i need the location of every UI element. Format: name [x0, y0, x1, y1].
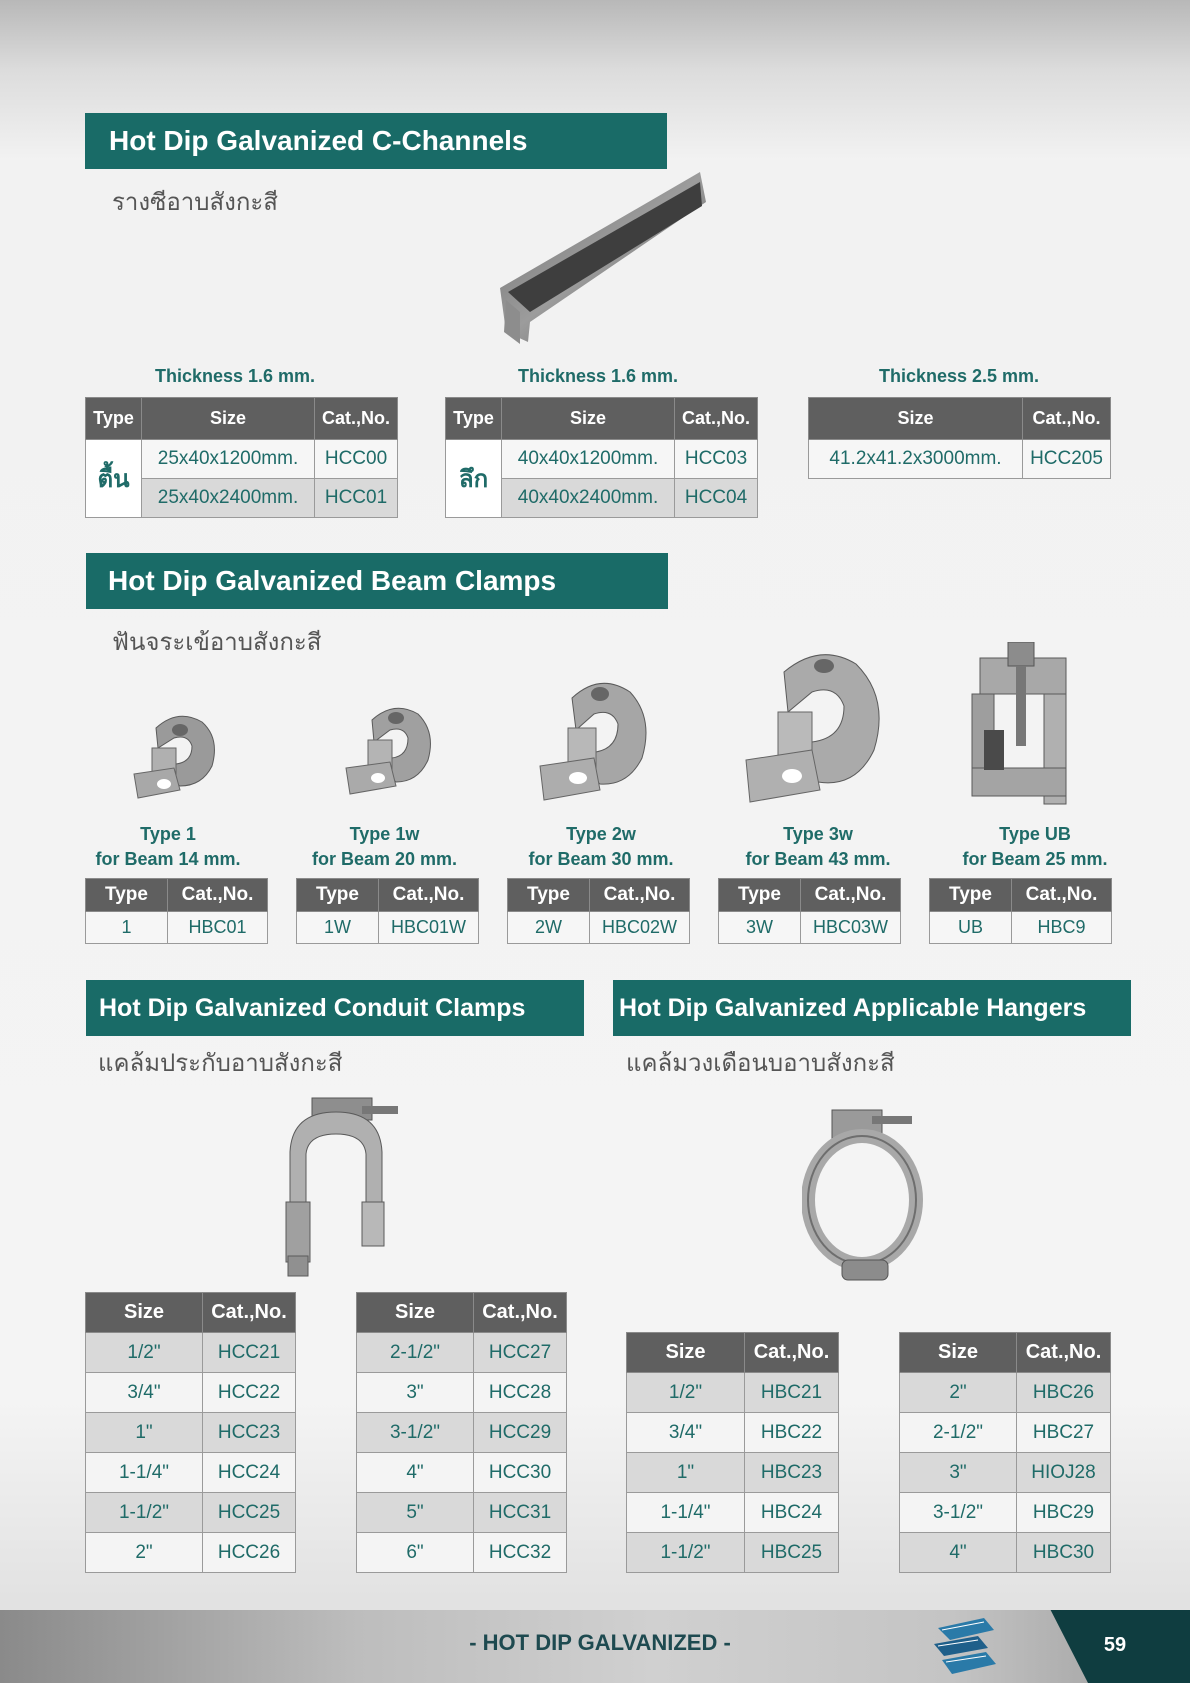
cat-cell: HBC23 [745, 1453, 839, 1493]
conduit-table-2 [356, 1292, 567, 1573]
col-header-cat: Cat.,No. [168, 879, 268, 912]
cat-cell: HCC00 [315, 440, 398, 479]
size-cell: 3-1/2" [357, 1413, 474, 1453]
cat-cell: HCC21 [203, 1333, 296, 1373]
beam-clamp-label-ub [945, 822, 1125, 872]
size-cell: 3-1/2" [900, 1493, 1017, 1533]
beam-clamp-label-1 [85, 822, 251, 872]
conduit-title: Hot Dip Galvanized Conduit Clamps [99, 993, 526, 1022]
cat-cell: HBC01 [168, 912, 268, 944]
cat-cell: HCC205 [1023, 440, 1111, 479]
size-cell: 4" [900, 1533, 1017, 1573]
col-header-cat: Cat.,No. [315, 398, 398, 440]
col-header-size: Size [142, 398, 315, 440]
cat-cell: HBC9 [1012, 912, 1112, 944]
cat-cell: HCC29 [474, 1413, 567, 1453]
beam-clamp-table-1 [85, 878, 268, 944]
cat-cell: HCC31 [474, 1493, 567, 1533]
hangers-title: Hot Dip Galvanized Applicable Hangers [619, 993, 1087, 1022]
conduit-table-1 [85, 1292, 296, 1573]
cat-cell: HBC02W [590, 912, 690, 944]
beam-clamp-label-3w [728, 822, 908, 872]
type-cell: 1 [86, 912, 168, 944]
size-cell: 1" [86, 1413, 203, 1453]
brand-logo-icon [928, 1614, 1000, 1678]
size-cell: 1-1/4" [86, 1453, 203, 1493]
cat-cell: HBC03W [801, 912, 901, 944]
cat-cell: HCC03 [675, 440, 758, 479]
col-header-cat: Cat.,No. [1012, 879, 1112, 912]
col-header-type: Type [930, 879, 1012, 912]
beam-clamp-typeUB-image [960, 642, 1076, 810]
col-header-cat: Cat.,No. [801, 879, 901, 912]
type-cell: 3W [719, 912, 801, 944]
cchannel-table-deep [445, 397, 758, 518]
size-cell: 2-1/2" [357, 1333, 474, 1373]
col-header-type: Type [86, 879, 168, 912]
size-cell: 3" [900, 1453, 1017, 1493]
size-cell: 1-1/2" [86, 1493, 203, 1533]
beam-clamp-label-1w [297, 822, 472, 872]
col-header-cat: Cat.,No. [1023, 398, 1111, 440]
clamp-beam-size: for Beam 25 mm. [962, 849, 1108, 869]
clamp-beam-size: for Beam 14 mm. [95, 849, 241, 869]
type-cell: UB [930, 912, 1012, 944]
col-header-type: Type [508, 879, 590, 912]
beam-clamp-label-2w [512, 822, 690, 872]
clamp-type-name: Type 3w [783, 824, 853, 844]
size-cell: 2" [900, 1373, 1017, 1413]
thickness-label-1: Thickness 1.6 mm. [154, 366, 316, 386]
col-header-size: Size [502, 398, 675, 440]
hangers-subtitle: แคล้มวงเดือนบอาบสังกะสี [626, 1049, 895, 1077]
cchannels-title: Hot Dip Galvanized C-Channels [109, 125, 528, 156]
size-cell: 41.2x41.2x3000mm. [809, 440, 1023, 479]
beam-clamp-type1-image [128, 708, 228, 802]
cat-cell: HBC26 [1017, 1373, 1111, 1413]
beamclamps-banner [86, 553, 668, 609]
size-cell: 3/4" [627, 1413, 745, 1453]
thickness-label-2: Thickness 1.6 mm. [517, 366, 679, 386]
type-cell: ตื้น [86, 440, 142, 518]
size-cell: 6" [357, 1533, 474, 1573]
col-header-type: Type [86, 398, 142, 440]
clamp-beam-size: for Beam 43 mm. [745, 849, 891, 869]
cat-cell: HCC27 [474, 1333, 567, 1373]
col-header-cat: Cat.,No. [1017, 1333, 1111, 1373]
hanger-table-1 [626, 1332, 839, 1573]
conduit-subtitle: แคล้มประกับอาบสังกะสี [98, 1049, 343, 1077]
type-cell: ลึก [446, 440, 502, 518]
cat-cell: HCC01 [315, 479, 398, 518]
beam-clamp-type1w-image [342, 698, 442, 798]
col-header-cat: Cat.,No. [203, 1293, 296, 1333]
size-cell: 1-1/4" [627, 1493, 745, 1533]
cat-cell: HBC24 [745, 1493, 839, 1533]
size-cell: 3/4" [86, 1373, 203, 1413]
beam-clamp-type3w-image [744, 642, 892, 804]
hangers-banner [613, 980, 1131, 1036]
size-cell: 1" [627, 1453, 745, 1493]
cchannel-table-thick [808, 397, 1111, 479]
footer-title: - HOT DIP GALVANIZED - [469, 1630, 731, 1655]
cat-cell: HCC28 [474, 1373, 567, 1413]
cat-cell: HBC27 [1017, 1413, 1111, 1453]
cat-cell: HBC25 [745, 1533, 839, 1573]
cchannels-subtitle: รางซีอาบสังกะสี [112, 188, 278, 216]
clamp-beam-size: for Beam 30 mm. [528, 849, 674, 869]
col-header-cat: Cat.,No. [745, 1333, 839, 1373]
hanger-image [802, 1100, 926, 1286]
col-header-cat: Cat.,No. [590, 879, 690, 912]
size-cell: 3" [357, 1373, 474, 1413]
cat-cell: HCC04 [675, 479, 758, 518]
cat-cell: HCC23 [203, 1413, 296, 1453]
c-channel-image [500, 172, 706, 348]
size-cell: 40x40x1200mm. [502, 440, 675, 479]
cat-cell: HCC25 [203, 1493, 296, 1533]
cat-cell: HCC22 [203, 1373, 296, 1413]
cchannels-banner [85, 113, 667, 169]
col-header-size: Size [900, 1333, 1017, 1373]
cat-cell: HBC01W [379, 912, 479, 944]
thickness-label-3: Thickness 2.5 mm. [878, 366, 1040, 386]
size-cell: 2" [86, 1533, 203, 1573]
col-header-size: Size [627, 1333, 745, 1373]
col-header-type: Type [446, 398, 502, 440]
conduit-clamp-image [272, 1092, 400, 1278]
col-header-size: Size [357, 1293, 474, 1333]
clamp-type-name: Type 2w [566, 824, 636, 844]
col-header-cat: Cat.,No. [675, 398, 758, 440]
size-cell: 5" [357, 1493, 474, 1533]
size-cell: 40x40x2400mm. [502, 479, 675, 518]
size-cell: 1/2" [86, 1333, 203, 1373]
col-header-size: Size [86, 1293, 203, 1333]
beam-clamp-table-ub [929, 878, 1112, 944]
clamp-beam-size: for Beam 20 mm. [311, 849, 458, 869]
cat-cell: HCC24 [203, 1453, 296, 1493]
clamp-type-name: Type 1 [140, 824, 196, 844]
clamp-type-name: Type 1w [349, 824, 420, 844]
hanger-table-2 [899, 1332, 1111, 1573]
clamp-type-name: Type UB [999, 824, 1071, 844]
cat-cell: HCC32 [474, 1533, 567, 1573]
conduit-banner [86, 980, 584, 1036]
beamclamps-title: Hot Dip Galvanized Beam Clamps [108, 565, 557, 596]
cat-cell: HCC30 [474, 1453, 567, 1493]
type-cell: 1W [297, 912, 379, 944]
size-cell: 1/2" [627, 1373, 745, 1413]
cat-cell: HCC26 [203, 1533, 296, 1573]
cat-cell: HBC29 [1017, 1493, 1111, 1533]
cat-cell: HBC22 [745, 1413, 839, 1453]
type-cell: 2W [508, 912, 590, 944]
col-header-cat: Cat.,No. [474, 1293, 567, 1333]
size-cell: 1-1/2" [627, 1533, 745, 1573]
col-header-cat: Cat.,No. [379, 879, 479, 912]
col-header-type: Type [297, 879, 379, 912]
col-header-type: Type [719, 879, 801, 912]
size-cell: 2-1/2" [900, 1413, 1017, 1453]
size-cell: 25x40x1200mm. [142, 440, 315, 479]
beam-clamp-table-3w [718, 878, 901, 944]
size-cell: 25x40x2400mm. [142, 479, 315, 518]
cat-cell: HIOJ28 [1017, 1453, 1111, 1493]
col-header-size: Size [809, 398, 1023, 440]
beam-clamp-table-1w [296, 878, 479, 944]
beam-clamp-type2w-image [538, 672, 656, 804]
cat-cell: HBC30 [1017, 1533, 1111, 1573]
beam-clamp-table-2w [507, 878, 690, 944]
beamclamps-subtitle: ฟันจระเข้อาบสังกะสี [112, 628, 322, 656]
cat-cell: HBC21 [745, 1373, 839, 1413]
page-number: 59 [1103, 1634, 1127, 1656]
size-cell: 4" [357, 1453, 474, 1493]
cchannel-table-shallow [85, 397, 398, 518]
